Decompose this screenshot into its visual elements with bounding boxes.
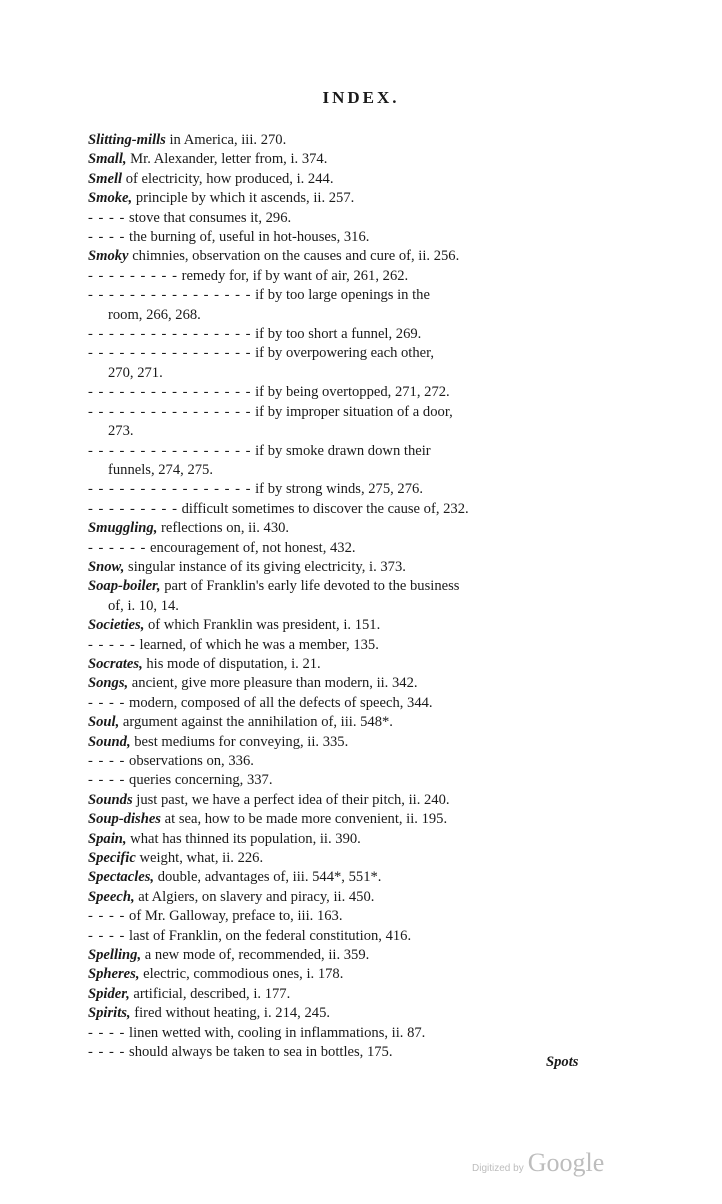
index-entry: [88, 830, 594, 849]
entry-headword: Socrates,: [88, 655, 143, 672]
entry-text: if by improper situation of a door,: [251, 403, 453, 420]
entry-dash-leader: - - - -: [88, 753, 126, 769]
index-entry: [88, 694, 594, 713]
entry-headword: Soup-dishes: [88, 811, 161, 828]
entry-text: if by overpowering each other,: [251, 345, 435, 362]
index-entry: [88, 985, 594, 1004]
index-entry: [88, 791, 594, 810]
index-entry: [88, 228, 594, 247]
entry-headword: Spain,: [88, 830, 127, 847]
entry-headword: Spheres,: [88, 966, 140, 983]
entry-headword: Small,: [88, 151, 127, 168]
entry-dash-leader: - - - - - - - - - - - - - - - -: [88, 384, 252, 401]
entry-headword: Speech,: [88, 888, 135, 905]
entry-headword: Sounds: [88, 791, 133, 808]
index-entry: [88, 577, 594, 596]
index-entry: [88, 325, 594, 344]
entry-text: if by strong winds, 275, 276.: [251, 481, 423, 498]
index-entry: [88, 771, 594, 790]
index-entry: [88, 247, 594, 266]
entry-text: linen wetted with, cooling in inflammations, ii. 87.: [125, 1024, 426, 1041]
entry-text: his mode of disputation, i. 21.: [142, 655, 321, 672]
entry-dash-leader: - - - - - - - - -: [88, 500, 178, 517]
entry-text: Mr. Alexander, letter from, i. 374.: [126, 151, 328, 168]
index-entry: [88, 286, 594, 305]
index-entry: [88, 927, 594, 946]
index-entry: [88, 713, 594, 732]
entry-headword: Spider,: [88, 985, 130, 1002]
index-entry: [88, 519, 594, 538]
entry-text: the burning of, useful in hot-houses, 316.: [125, 229, 370, 246]
entry-text: should always be taken to sea in bottles, 175.: [125, 1044, 393, 1061]
entry-dash-leader: - - - - - - - - - - - - - - - -: [88, 403, 252, 420]
digitized-watermark: [472, 1148, 604, 1178]
entry-dash-leader: - - - -: [88, 1024, 126, 1041]
entry-headword: Smell: [88, 170, 123, 187]
entry-text: encouragement of, not honest, 432.: [146, 539, 356, 556]
entry-text: reflections on, ii. 430.: [157, 520, 290, 537]
entry-headword: Snow,: [88, 558, 125, 575]
index-entry: [88, 209, 594, 228]
entry-dash-leader: - - - - - - - - - - - - - - - -: [88, 442, 252, 459]
entry-text: ancient, give more pleasure than modern, ii. 342.: [128, 675, 418, 692]
index-entry: [88, 442, 594, 461]
entry-text: at sea, how to be made more convenient, ii. 195.: [161, 811, 448, 828]
entry-text: last of Franklin, on the federal constitution, 416.: [125, 927, 412, 944]
entry-text: learned, of which he was a member, 135.: [135, 636, 379, 653]
entry-dash-leader: - - - - - - - - -: [88, 267, 178, 284]
entry-text: just past, we have a perfect idea of their pitch, ii. 240.: [132, 791, 450, 808]
entry-headword: Spelling,: [88, 947, 142, 964]
entry-text: fired without heating, i. 214, 245.: [130, 1005, 331, 1022]
entry-headword: Soap-boiler,: [88, 578, 161, 595]
entry-text: of Mr. Galloway, preface to, iii. 163.: [125, 908, 343, 925]
index-entry: [88, 383, 594, 402]
entry-text: if by too short a funnel, 269.: [251, 326, 422, 343]
entry-headword: Specific: [88, 850, 136, 867]
google-logo: Google: [527, 1148, 605, 1177]
index-entry: [88, 267, 594, 286]
catchword: Spots: [546, 1054, 579, 1070]
index-entry: [88, 946, 594, 965]
index-entry: [88, 907, 594, 926]
index-entry: [88, 1004, 594, 1023]
index-entry: [88, 189, 594, 208]
entry-text: best mediums for conveying, ii. 335.: [130, 733, 349, 750]
entry-text: of electricity, how produced, i. 244.: [122, 170, 334, 187]
index-entry: [88, 1024, 594, 1043]
entry-headword: Societies,: [88, 617, 145, 634]
index-entry: [88, 733, 594, 752]
entry-text: stove that consumes it, 296.: [125, 209, 292, 226]
index-entry: [88, 868, 594, 887]
entry-text: if by being overtopped, 271, 272.: [251, 384, 450, 401]
entry-headword: Songs,: [88, 675, 129, 692]
entry-text: chimnies, observation on the causes and cure of, ii. 256.: [128, 248, 460, 265]
entry-continuation: of, i. 10, 14.: [108, 597, 179, 614]
entry-text: artificial, described, i. 177.: [129, 985, 291, 1002]
entry-continuation: 270, 271.: [108, 364, 163, 381]
entry-text: remedy for, if by want of air, 261, 262.: [177, 267, 409, 284]
index-entry: [88, 539, 594, 558]
index-entry: [88, 150, 594, 169]
entry-text: a new mode of, recommended, ii. 359.: [141, 947, 370, 964]
index-entry: [88, 849, 594, 868]
entry-text: difficult sometimes to discover the cause of, 232.: [177, 500, 469, 517]
entry-dash-leader: - - - - - - - - - - - - - - - -: [88, 345, 252, 362]
index-entry: [88, 655, 594, 674]
entry-headword: Spirits,: [88, 1005, 131, 1022]
entry-dash-leader: - - - -: [88, 694, 126, 711]
entry-text: observations on, 336.: [125, 753, 254, 769]
entry-text: singular instance of its giving electricity, i. 373.: [124, 558, 406, 575]
entry-headword: Soul,: [88, 714, 120, 731]
entry-dash-leader: - - - - - - - - - - - - - - - -: [88, 481, 252, 498]
entry-headword: Sound,: [88, 733, 131, 750]
entry-text: principle by which it ascends, ii. 257.: [132, 190, 355, 207]
entry-text: argument against the annihilation of, iii. 548*.: [119, 714, 393, 731]
entry-text: electric, commodious ones, i. 178.: [139, 966, 344, 983]
entry-text: in America, iii. 270.: [165, 132, 287, 148]
entry-headword: Smuggling,: [88, 520, 158, 537]
entry-dash-leader: - - - - - -: [88, 539, 147, 556]
entry-continuation: room, 266, 268.: [108, 306, 201, 323]
index-entry: [88, 636, 594, 655]
entry-dash-leader: - - - -: [88, 209, 126, 226]
index-entry: [88, 674, 594, 693]
index-entry: [88, 170, 594, 189]
entry-text: what has thinned its population, ii. 390.: [126, 830, 361, 847]
entry-headword: Smoky: [88, 248, 129, 265]
index-entry: [88, 810, 594, 829]
entry-text: weight, what, ii. 226.: [135, 850, 264, 867]
entry-continuation: funnels, 274, 275.: [108, 461, 213, 478]
entry-text: part of Franklin's early life devoted to the business: [160, 578, 460, 595]
page-title: INDEX.: [322, 88, 400, 107]
index-entry: [88, 752, 594, 771]
entry-dash-leader: - - - -: [88, 1044, 126, 1061]
entry-headword: Smoke,: [88, 190, 133, 207]
index-entry: [88, 616, 594, 635]
index-entry: [88, 131, 594, 150]
entry-dash-leader: - - - -: [88, 927, 126, 944]
index-entry: [88, 480, 594, 499]
entry-text: double, advantages of, iii. 544*, 551*.: [154, 869, 382, 886]
entry-dash-leader: - - - - - - - - - - - - - - - -: [88, 326, 252, 343]
entry-continuation: 273.: [108, 423, 134, 440]
index-entry: [88, 558, 594, 577]
index-entry: [88, 403, 594, 422]
index-entries: [88, 131, 594, 1063]
entry-headword: Spectacles,: [88, 869, 155, 886]
entry-text: of which Franklin was president, i. 151.: [144, 617, 381, 634]
entry-text: at Algiers, on slavery and piracy, ii. 450.: [134, 888, 375, 905]
entry-text: if by smoke drawn down their: [251, 442, 431, 459]
watermark-prefix: Digitized by: [472, 1163, 524, 1174]
entry-dash-leader: - - - -: [88, 908, 126, 925]
entry-dash-leader: - - - - -: [88, 636, 136, 653]
entry-dash-leader: - - - - - - - - - - - - - - - -: [88, 287, 252, 304]
index-entry: [88, 965, 594, 984]
index-entry: [88, 500, 594, 519]
entry-dash-leader: - - - -: [88, 772, 126, 789]
entry-text: queries concerning, 337.: [125, 772, 273, 789]
index-entry: [88, 1043, 594, 1062]
entry-text: if by too large openings in the: [251, 287, 430, 304]
index-entry: [88, 344, 594, 363]
entry-headword: Slitting-mills: [88, 132, 166, 148]
index-entry: [88, 888, 594, 907]
entry-dash-leader: - - - -: [88, 229, 126, 246]
entry-text: modern, composed of all the defects of speech, 344.: [125, 694, 433, 711]
